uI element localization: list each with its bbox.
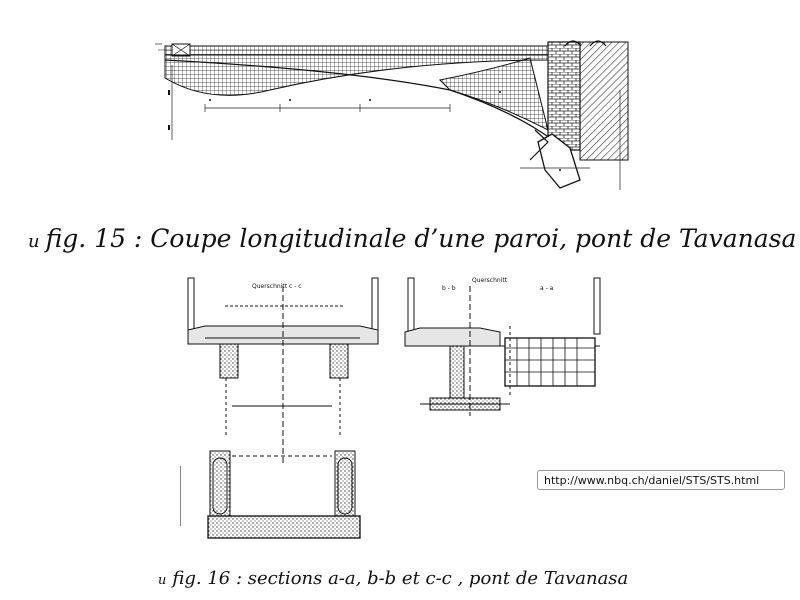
section-label-c-c: Querschnitt c - c bbox=[252, 283, 302, 290]
figure-15-caption bbox=[28, 224, 796, 253]
caption-text: fig. 16 : sections a-a, b-b et c-c , pont de Tavanasa bbox=[172, 568, 629, 589]
deck-slab bbox=[158, 44, 550, 56]
section-b-b-a-a bbox=[405, 278, 600, 416]
caption-text: fig. 15 : Coupe longitudinale d’une paroi, pont de Tavanasa bbox=[45, 224, 797, 253]
figure-16-caption bbox=[158, 568, 628, 589]
inclined-strut bbox=[440, 58, 548, 130]
figure-16-drawing bbox=[180, 266, 620, 546]
abutment-rock bbox=[580, 42, 628, 160]
caption-bullet: u bbox=[28, 231, 40, 252]
section-label-a-a: a - a bbox=[540, 285, 554, 292]
url-tooltip[interactable]: http://www.nbq.ch/daniel/STS/STS.html bbox=[537, 470, 785, 490]
section-label-right: Querschnitt bbox=[472, 277, 508, 284]
section-label-b-b: b - b bbox=[442, 285, 456, 292]
figure-15-drawing bbox=[150, 30, 640, 192]
section-c-c bbox=[180, 278, 378, 538]
caption-bullet: u bbox=[158, 573, 167, 588]
